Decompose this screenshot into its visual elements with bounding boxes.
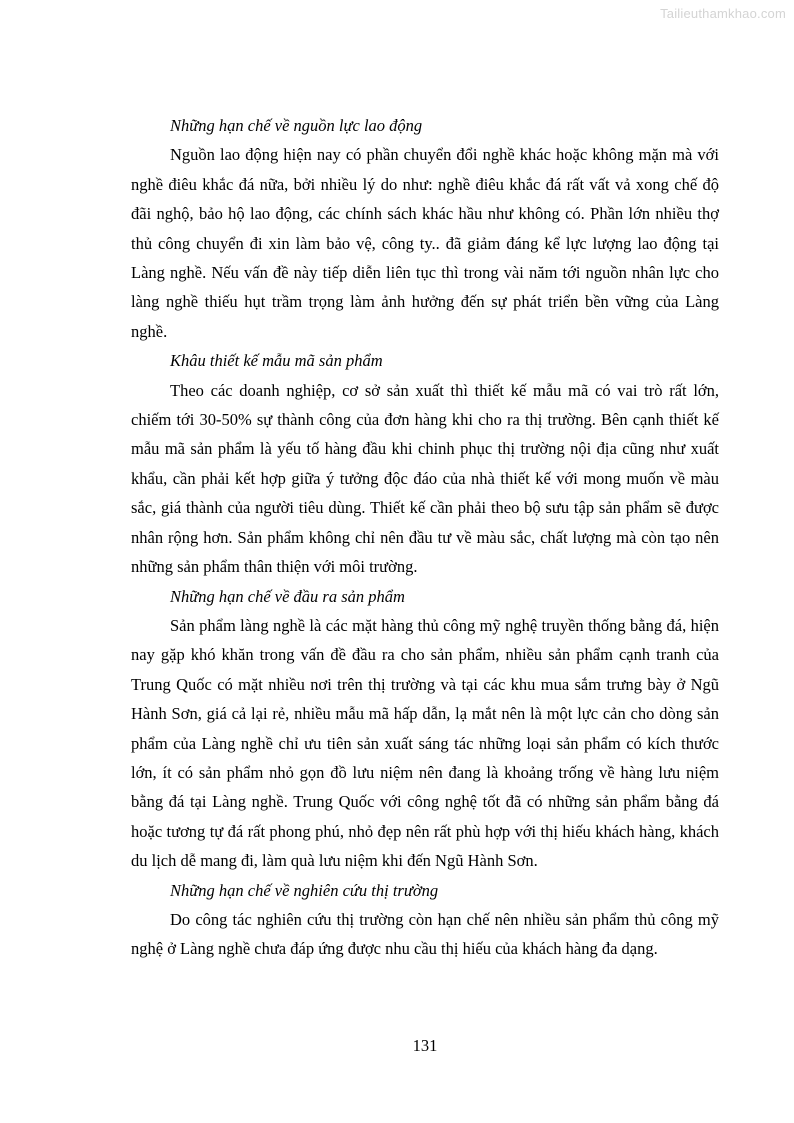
section-heading-market-research: Những hạn chế về nghiên cứu thị trường: [170, 880, 439, 900]
section-heading-output: Những hạn chế về đầu ra sản phẩm: [170, 586, 405, 606]
section-heading-labor: Những hạn chế về nguồn lực lao động: [170, 116, 423, 135]
section-paragraph-design: Theo các doanh nghiệp, cơ sở sản xuất thì thiết kế mẫu mã có vai trò rất lớn, chiếm tới 30-50% sự thành công của đơn hàng khi cho ra thị trường. Bên cạnh thiết kế mẫu mã sản phẩm là yếu tố hàng đầu khi chinh phục thị trường nội địa cũng như xuất khẩu, cần phải kết hợp giữa ý tưởng độc đáo của nhà thiết kế với mong muốn về màu sắc, giá thành của người tiêu dùng. Thiết kế cần phải theo bộ sưu tập sản phẩm sẽ được nhân rộng hơn. Sản phẩm không chỉ nên đầu tư về màu sắc, chất lượng mà còn tạo nên những sản phẩm thân thiện với môi trường.: [131, 380, 719, 577]
section-heading-design: Khâu thiết kế mẫu mã sản phẩm: [170, 351, 383, 371]
section-paragraph-output: Sản phẩm làng nghề là các mặt hàng thủ công mỹ nghệ truyền thống bằng đá, hiện nay gặp khó khăn trong vấn đề đầu ra cho sản phẩm, nhiều sản phẩm cạnh tranh của Trung Quốc có mặt nhiều nơi trên thị trường và tại các khu mua sắm trưng bày ở Ngũ Hành Sơn, giá cả lại rẻ, nhiều mẫu mã hấp dẫn, lạ mắt nên là một lực cản cho dòng sản phẩm của Làng nghề chỉ ưu tiên sản xuất sáng tác những loại sản phẩm có kích thước lớn, ít có sản phẩm nhỏ gọn đồ lưu niệm nên đang là khoảng trống về hàng lưu niệm bằng đá tại Làng nghề. Trung Quốc với công nghệ tốt đã có những sản phẩm bằng đá hoặc tương tự đá rất phong phú, nhỏ đẹp nên rất phù hợp với thị hiếu khách hàng, khách du lịch dễ mang đi, làm quà lưu niệm khi đến Ngũ Hành Sơn.: [131, 615, 719, 871]
watermark: Tailieuthamkhao.com: [660, 6, 786, 21]
page-number: 131: [412, 1036, 438, 1055]
section-paragraph-labor: Nguồn lao động hiện nay có phần chuyển đổi nghề khác hoặc không mặn mà với nghề điêu khắc đá nữa, bởi nhiều lý do như: nghề điêu khắc đá rất vất vả xong chế độ đãi nghộ, bảo hộ lao động, các chính sách khác hầu như không có. Phần lớn nhiều thợ thủ công chuyển đi xin làm bảo vệ, công ty.. đã giảm đáng kể lực lượng lao động tại Làng nghề. Nếu vấn đề này tiếp diễn liên tục thì trong vài năm tới nguồn nhân lực cho làng nghề thiếu hụt trầm trọng làm ảnh hưởng đến sự phát triển bền vững của Làng nghề.: [131, 145, 719, 341]
section-paragraph-market-research: Do công tác nghiên cứu thị trường còn hạn chế nên nhiều sản phẩm thủ công mỹ nghệ ở Làng nghề chưa đáp ứng được nhu cầu thị hiếu của khách hàng đa dạng.: [131, 909, 719, 959]
document-body: [131, 111, 719, 964]
